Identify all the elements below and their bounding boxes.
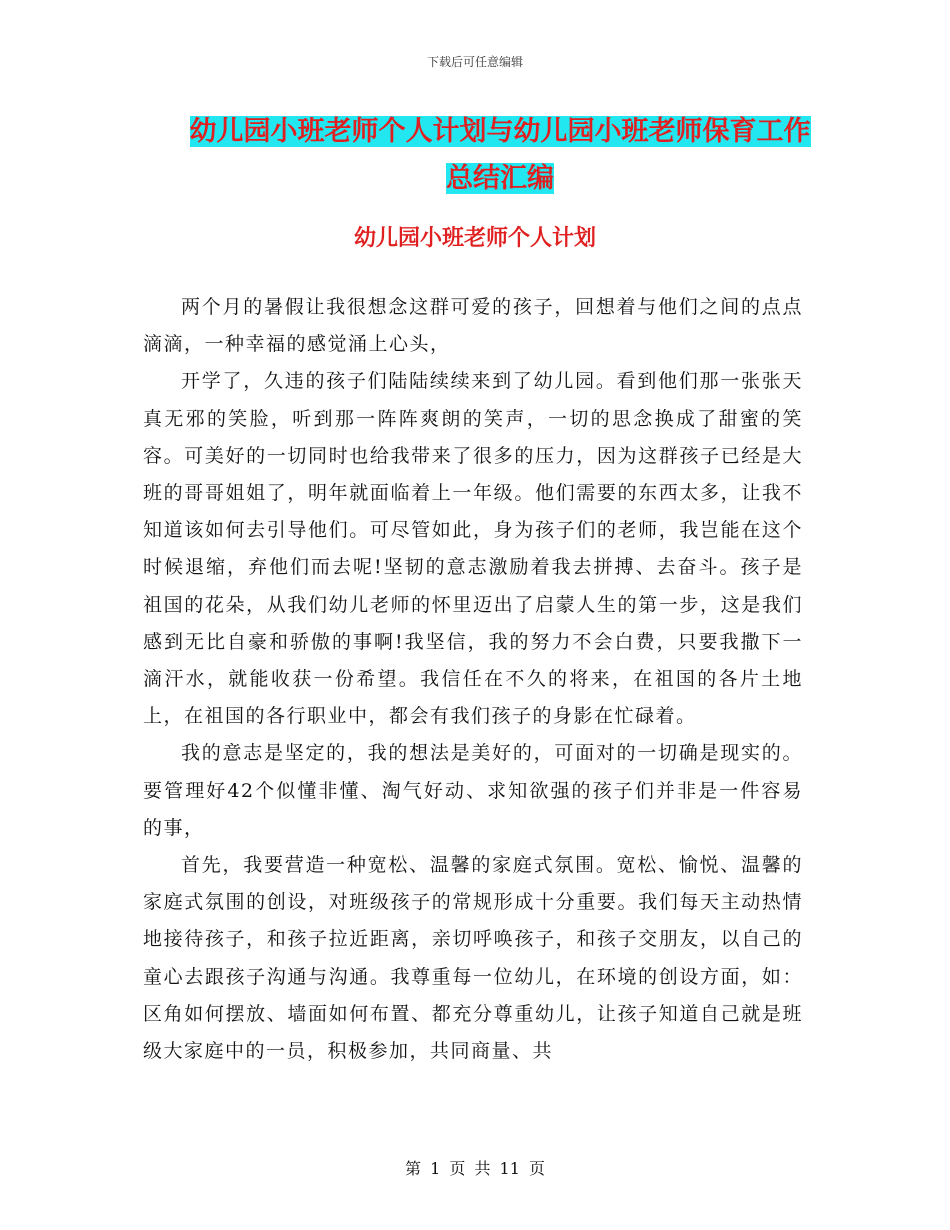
section-title: 幼儿园小班老师个人计划 <box>353 226 596 251</box>
page-footer: 第 1 页 共 11 页 <box>405 1159 545 1178</box>
paragraph: 我的意志是坚定的，我的想法是美好的，可面对的一切确是现实的。要管理好42个似懂非懂、淘气好动、求知欲强的孩子们并非是一件容易的事， <box>143 742 803 839</box>
paragraph: 两个月的暑假让我很想念这群可爱的孩子，回想着与他们之间的点点滴滴，一种幸福的感觉涌上心头， <box>143 296 803 356</box>
paragraph: 开学了，久违的孩子们陆陆续续来到了幼儿园。看到他们那一张张天真无邪的笑脸，听到那一阵阵爽朗的笑声，一切的思念换成了甜蜜的笑容。可美好的一切同时也给我带来了很多的压力，因为这群孩子已经是大班的哥哥姐姐了，明年就面临着上一年级。他们需要的东西太多，让我不知道该如何去引导他们。可尽管如此，身为孩子们的老师，我岂能在这个时候退缩，弃他们而去呢!坚韧的意志激励着我去拼搏、去奋斗。孩子是祖国的花朵，从我们幼儿老师的怀里迈出了启蒙人生的第一步，这是我们感到无比自豪和骄傲的事啊!我坚信，我的努力不会白费，只要我撒下一滴汗水，就能收获一份希望。我信任在不久的将来，在祖国的各片土地上，在祖国的各行职业中，都会有我们孩子的身影在忙碌着。 <box>143 370 803 728</box>
header-note: 下载后可任意编辑 <box>426 55 523 69</box>
document-title-line1: 幼儿园小班老师个人计划与幼儿园小班老师保育工作 <box>189 116 811 147</box>
document-title-line2: 总结汇编 <box>446 163 554 194</box>
body-text <box>143 289 803 1070</box>
paragraph: 首先，我要营造一种宽松、温馨的家庭式氛围。宽松、愉悦、温馨的家庭式氛围的创设，对班级孩子的常规形成十分重要。我们每天主动热情地接待孩子，和孩子拉近距离，亲切呼唤孩子，和孩子交朋友，以自己的童心去跟孩子沟通与沟通。我尊重每一位幼儿，在环境的创设方面，如：区角如何摆放、墙面如何布置、都充分尊重幼儿，让孩子知道自己就是班级大家庭中的一员，积极参加，共同商量、共 <box>143 854 803 1063</box>
document-title <box>180 108 820 202</box>
